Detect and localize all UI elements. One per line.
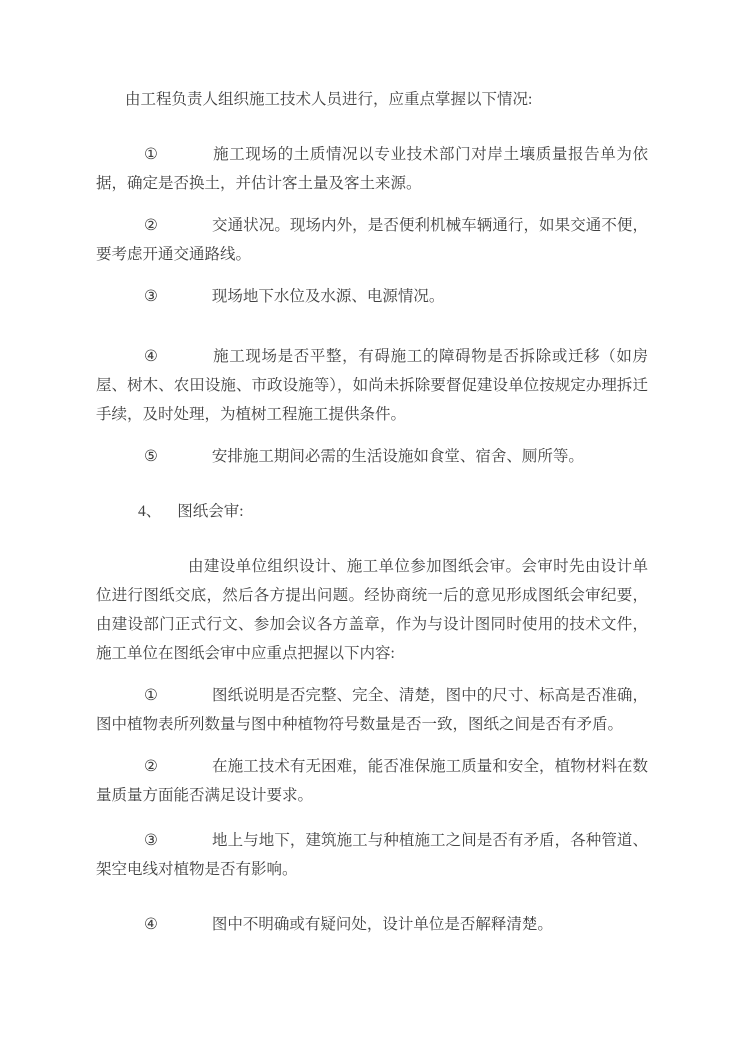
paragraph-text: 安排施工期间必需的生活设施如食堂、宿舍、厕所等。 [211,448,584,465]
section-heading-drawing-review [96,497,648,526]
circled-number-marker: ② [144,217,158,234]
paragraph-text: 由建设单位组织设计、施工单位参加图纸会审。会审时先由设计单位进行图纸交底，然后各方提出问题。经协商统一后的意见形成图纸会审纪要，由建设部门正式行文、参加会议各方盖章，作为与设计图同时使用的技术文件，施工单位在图纸会审中应重点把握以下内容: [96,558,648,662]
circled-number-marker: ④ [144,348,159,365]
paragraph-text: 交通状况。现场内外，是否便利机械车辆通行，如果交通不便，要考虑开通交通路线。 [96,217,648,263]
paragraph-text: 施工现场是否平整，有碍施工的障碍物是否拆除或迁移（如房屋、树木、农田设施、市政设施等），如尚未拆除要督促建设单位按规定办理拆迁手续，及时处理，为植树工程施工提供条件。 [96,348,648,423]
circled-number-marker: ② [144,758,158,775]
site-survey-item-4 [96,342,648,429]
drawing-review-intro-paragraph [96,552,648,668]
paragraph-text: 图中不明确或有疑问处，设计单位是否解释清楚。 [211,916,553,933]
paragraph-text: 图纸说明是否完整、完全、清楚，图中的尺寸、标高是否准确，图中植物表所列数量与图中种植物符号数量是否一致，图纸之间是否有矛盾。 [96,687,648,733]
site-survey-item-2 [96,211,648,269]
heading-number-marker: 4、 [138,503,162,520]
site-survey-item-1 [96,140,648,198]
heading-text: 图纸会审: [177,503,244,520]
drawing-review-item-3 [96,826,648,884]
paragraph-text: 地上与地下，建筑施工与种植施工之间是否有矛盾，各种管道、架空电线对植物是否有影响。 [96,832,648,878]
paragraph-text: 现场地下水位及水源、电源情况。 [211,288,445,305]
circled-number-marker: ③ [144,288,158,305]
circled-number-marker: ③ [144,832,158,849]
paragraph-text: 在施工技术有无困难，能否准保施工质量和安全，植物材料在数量质量方面能否满足设计要求。 [96,758,648,804]
circled-number-marker: ① [144,146,159,163]
site-survey-item-3 [96,282,648,311]
circled-number-marker: ① [144,687,158,704]
circled-number-marker: ④ [144,916,158,933]
paragraph-text: 施工现场的土质情况以专业技术部门对岸土壤质量报告单为依据，确定是否换土，并估计客土量及客土来源。 [96,146,648,192]
drawing-review-item-1 [96,681,648,739]
site-survey-item-5 [96,442,648,471]
drawing-review-item-2 [96,752,648,810]
intro-paragraph [96,85,648,114]
paragraph-text: 由工程负责人组织施工技术人员进行，应重点掌握以下情况: [125,91,533,108]
drawing-review-item-4 [96,910,648,939]
circled-number-marker: ⑤ [144,448,158,465]
